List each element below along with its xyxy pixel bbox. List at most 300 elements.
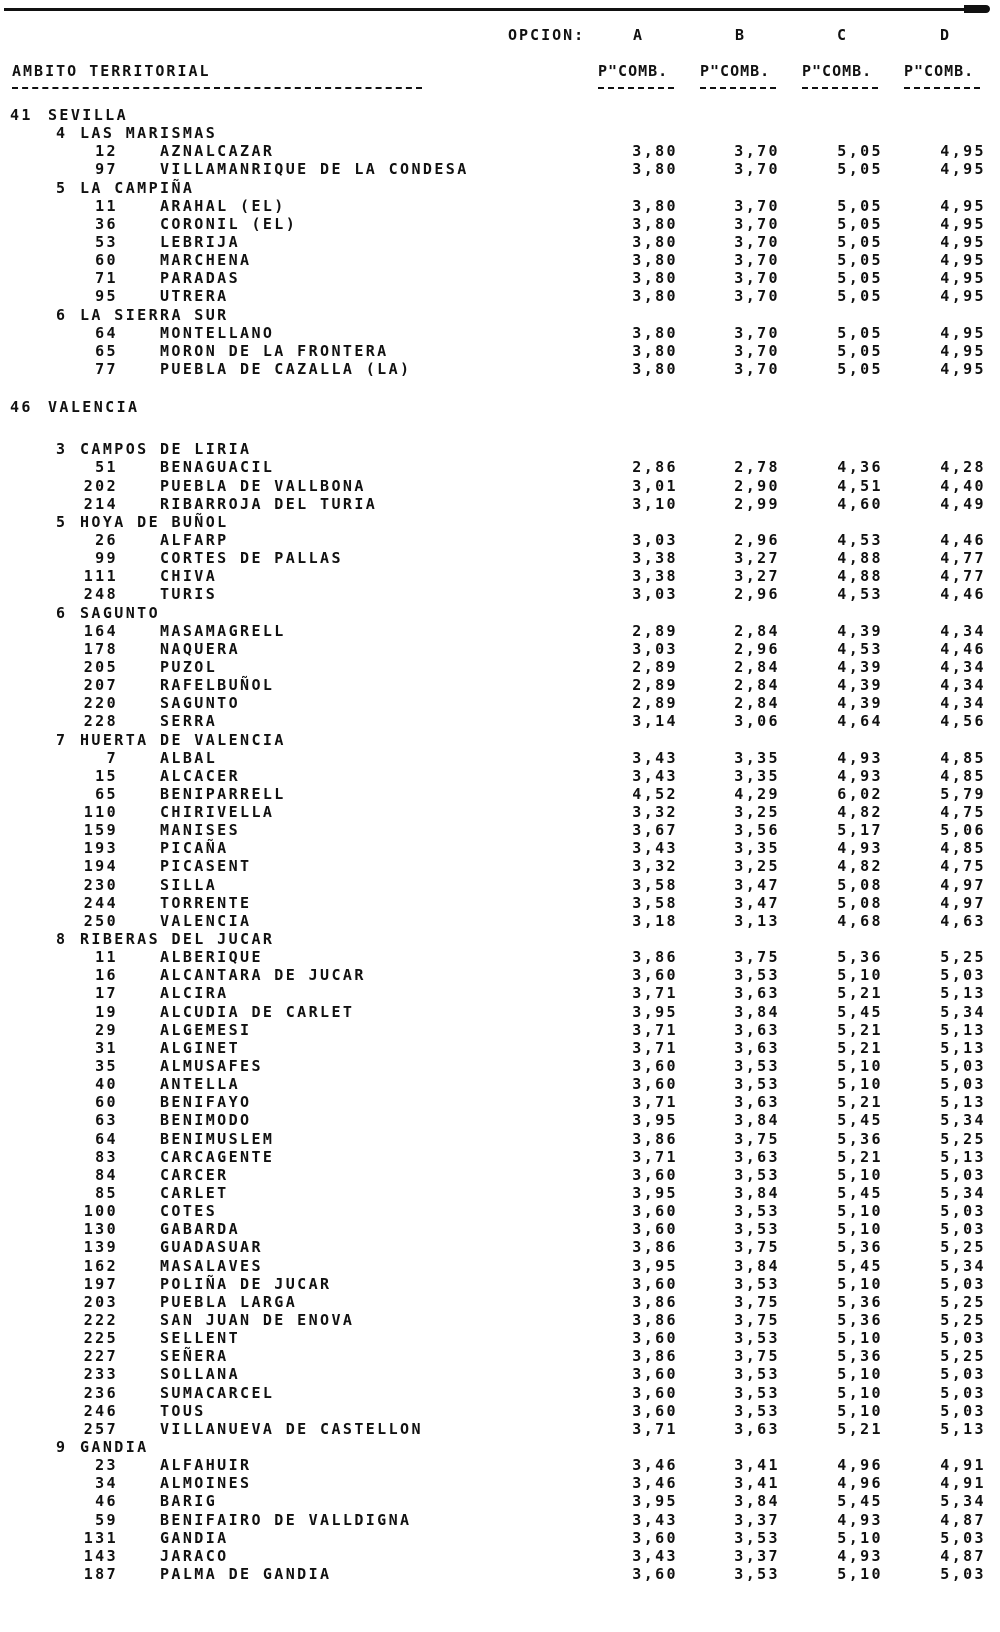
- value-c: 5,36: [837, 1311, 883, 1329]
- municipio-row: [0, 477, 1000, 495]
- value-c: 4,64: [837, 712, 883, 731]
- municipio-row: [0, 531, 1000, 549]
- municipio-code: 250: [83, 911, 118, 930]
- municipio-row: [0, 1456, 1000, 1474]
- value-b: 3,53: [734, 1401, 780, 1420]
- value-c: 5,10: [837, 1329, 883, 1348]
- municipio-row: [0, 712, 1000, 730]
- value-b: 3,70: [734, 341, 780, 360]
- value-d: 5,03: [940, 1057, 986, 1076]
- value-b: 3,75: [734, 1292, 780, 1311]
- value-d: 4,77: [940, 549, 986, 568]
- value-b: 3,70: [734, 160, 780, 179]
- value-d: 5,13: [940, 1419, 986, 1438]
- municipio-row: [0, 360, 1000, 378]
- value-a: 3,60: [632, 1220, 678, 1239]
- municipio-name: CARCAGENTE: [160, 1147, 275, 1166]
- municipio-code: 110: [83, 803, 118, 822]
- value-d: 5,25: [940, 948, 986, 967]
- value-a: 3,95: [632, 1256, 678, 1275]
- value-a: 3,60: [632, 1274, 678, 1293]
- value-b: 3,27: [734, 549, 780, 568]
- value-d: 4,34: [940, 657, 986, 676]
- value-b: 3,47: [734, 893, 780, 912]
- value-c: 5,05: [837, 232, 883, 251]
- value-a: 3,60: [632, 1075, 678, 1094]
- municipio-code: 29: [95, 1020, 118, 1039]
- municipio-code: 64: [95, 323, 118, 342]
- value-d: 4,97: [940, 893, 986, 912]
- municipio-row: [0, 251, 1000, 269]
- municipio-name: MONTELLANO: [160, 323, 275, 342]
- municipio-code: 84: [95, 1165, 118, 1184]
- value-d: 4,85: [940, 748, 986, 767]
- value-a: 3,32: [632, 803, 678, 822]
- municipio-code: 257: [83, 1419, 118, 1438]
- municipio-code: 23: [95, 1456, 118, 1475]
- municipio-code: 202: [83, 476, 118, 495]
- comarca-code: 7: [56, 730, 68, 749]
- value-b: 3,13: [734, 911, 780, 930]
- municipio-code: 46: [95, 1492, 118, 1511]
- value-c: 4,68: [837, 911, 883, 930]
- value-b: 3,70: [734, 269, 780, 288]
- municipio-code: 159: [83, 821, 118, 840]
- option-b-header: B: [735, 26, 747, 44]
- value-b: 3,25: [734, 857, 780, 876]
- municipio-name: NAQUERA: [160, 639, 241, 658]
- municipio-row: [0, 1148, 1000, 1166]
- value-b: 3,53: [734, 1274, 780, 1293]
- value-c: 4,36: [837, 458, 883, 477]
- value-b: 2,84: [734, 694, 780, 713]
- value-b: 4,29: [734, 784, 780, 803]
- value-c: 5,21: [837, 1419, 883, 1438]
- value-b: 3,56: [734, 821, 780, 840]
- value-b: 3,75: [734, 1347, 780, 1366]
- comarca-name: GANDIA: [80, 1437, 149, 1456]
- municipio-code: 131: [83, 1528, 118, 1547]
- col-b-underline: [700, 87, 776, 89]
- municipio-code: 19: [95, 1002, 118, 1021]
- municipio-name: LEBRIJA: [160, 232, 241, 251]
- value-c: 4,39: [837, 657, 883, 676]
- municipio-row: [0, 1220, 1000, 1238]
- province-code: 41: [10, 106, 33, 124]
- value-d: 5,03: [940, 1220, 986, 1239]
- municipio-name: COTES: [160, 1202, 218, 1221]
- value-a: 3,43: [632, 1510, 678, 1529]
- value-a: 3,86: [632, 948, 678, 967]
- value-d: 5,25: [940, 1311, 986, 1329]
- municipio-name: VILLAMANRIQUE DE LA CONDESA: [160, 160, 469, 179]
- municipio-code: 205: [83, 657, 118, 676]
- value-c: 5,10: [837, 1202, 883, 1221]
- value-b: 3,53: [734, 1329, 780, 1348]
- value-a: 3,71: [632, 1419, 678, 1438]
- municipio-name: BARIG: [160, 1492, 218, 1511]
- value-d: 5,03: [940, 966, 986, 985]
- province-name: SEVILLA: [48, 106, 129, 124]
- value-a: 3,80: [632, 251, 678, 270]
- municipio-name: ALBAL: [160, 748, 218, 767]
- municipio-row: [0, 1093, 1000, 1111]
- municipio-row: [0, 912, 1000, 930]
- municipio-name: PUEBLA DE CAZALLA (LA): [160, 359, 412, 378]
- value-c: 5,45: [837, 1492, 883, 1511]
- municipio-name: ALMUSAFES: [160, 1057, 263, 1076]
- municipio-name: PARADAS: [160, 269, 241, 288]
- comarca-row: [0, 306, 1000, 324]
- value-c: 5,21: [837, 1038, 883, 1057]
- municipio-code: 51: [95, 458, 118, 477]
- value-b: 3,53: [734, 1564, 780, 1583]
- comarca-name: HUERTA DE VALENCIA: [80, 730, 286, 749]
- municipio-code: 246: [83, 1401, 118, 1420]
- value-b: 2,96: [734, 585, 780, 604]
- municipio-name: MARCHENA: [160, 251, 252, 270]
- value-d: 5,13: [940, 1093, 986, 1112]
- value-c: 5,10: [837, 1165, 883, 1184]
- value-d: 5,25: [940, 1238, 986, 1257]
- value-d: 5,06: [940, 821, 986, 840]
- value-a: 3,80: [632, 214, 678, 233]
- value-d: 4,95: [940, 251, 986, 270]
- municipio-row: [0, 1111, 1000, 1129]
- value-a: 4,52: [632, 784, 678, 803]
- municipio-code: 100: [83, 1202, 118, 1221]
- municipio-code: 225: [83, 1329, 118, 1348]
- value-b: 3,63: [734, 984, 780, 1003]
- municipio-row: [0, 839, 1000, 857]
- municipio-name: SAN JUAN DE ENOVA: [160, 1311, 355, 1329]
- value-c: 5,21: [837, 1147, 883, 1166]
- municipio-row: [0, 1075, 1000, 1093]
- municipio-code: 236: [83, 1383, 118, 1402]
- option-d-header: D: [940, 26, 952, 44]
- value-a: 3,60: [632, 1564, 678, 1583]
- municipio-code: 85: [95, 1184, 118, 1203]
- value-b: 3,84: [734, 1002, 780, 1021]
- municipio-row: [0, 197, 1000, 215]
- value-d: 4,95: [940, 160, 986, 179]
- municipio-row: [0, 803, 1000, 821]
- municipio-row: [0, 269, 1000, 287]
- municipio-code: 164: [83, 621, 118, 640]
- municipio-code: 7: [106, 748, 118, 767]
- value-c: 5,36: [837, 1292, 883, 1311]
- value-d: 4,28: [940, 458, 986, 477]
- municipio-row: [0, 1474, 1000, 1492]
- municipio-name: CORONIL (EL): [160, 214, 298, 233]
- value-a: 2,89: [632, 657, 678, 676]
- municipio-name: AZNALCAZAR: [160, 142, 275, 161]
- municipio-name: CHIVA: [160, 567, 218, 586]
- value-c: 5,05: [837, 287, 883, 306]
- value-a: 3,60: [632, 1329, 678, 1348]
- municipio-code: 35: [95, 1057, 118, 1076]
- value-c: 4,93: [837, 839, 883, 858]
- opcion-label: OPCION:: [508, 26, 586, 44]
- value-d: 4,95: [940, 323, 986, 342]
- value-c: 5,21: [837, 984, 883, 1003]
- col-a-label: P"COMB.: [598, 62, 669, 80]
- value-c: 5,45: [837, 1002, 883, 1021]
- comarca-row: [0, 731, 1000, 749]
- municipio-code: 207: [83, 676, 118, 695]
- spacer: [0, 378, 1000, 398]
- value-c: 5,05: [837, 214, 883, 233]
- comarca-row: [0, 179, 1000, 197]
- value-c: 5,45: [837, 1111, 883, 1130]
- value-c: 4,39: [837, 621, 883, 640]
- value-a: 3,10: [632, 494, 678, 513]
- value-d: 4,95: [940, 287, 986, 306]
- municipio-code: 95: [95, 287, 118, 306]
- province-code: 46: [10, 398, 33, 417]
- value-c: 4,88: [837, 549, 883, 568]
- municipio-code: 12: [95, 142, 118, 161]
- value-c: 5,36: [837, 948, 883, 967]
- municipio-code: 60: [95, 1093, 118, 1112]
- value-d: 4,87: [940, 1546, 986, 1565]
- value-b: 3,70: [734, 196, 780, 215]
- value-b: 3,70: [734, 359, 780, 378]
- comarca-row: [0, 1438, 1000, 1456]
- municipio-name: MORON DE LA FRONTERA: [160, 341, 389, 360]
- value-b: 2,99: [734, 494, 780, 513]
- municipio-code: 26: [95, 530, 118, 549]
- value-d: 4,87: [940, 1510, 986, 1529]
- value-d: 5,13: [940, 1147, 986, 1166]
- comarca-name: LAS MARISMAS: [80, 124, 218, 143]
- value-b: 3,37: [734, 1546, 780, 1565]
- municipio-row: [0, 966, 1000, 984]
- value-c: 5,05: [837, 269, 883, 288]
- col-c-label: P"COMB.: [802, 62, 873, 80]
- municipio-code: 197: [83, 1274, 118, 1293]
- value-b: 3,63: [734, 1038, 780, 1057]
- municipio-name: ALFAHUIR: [160, 1456, 252, 1475]
- municipio-row: [0, 1402, 1000, 1420]
- province-row: [0, 398, 1000, 416]
- value-d: 4,95: [940, 341, 986, 360]
- value-b: 2,96: [734, 530, 780, 549]
- value-c: 5,05: [837, 323, 883, 342]
- municipio-row: [0, 767, 1000, 785]
- comarca-code: 5: [56, 512, 68, 531]
- value-b: 2,84: [734, 657, 780, 676]
- value-d: 4,95: [940, 196, 986, 215]
- municipio-name: ALMOINES: [160, 1474, 252, 1493]
- municipio-code: 64: [95, 1129, 118, 1148]
- value-a: 3,71: [632, 1038, 678, 1057]
- comarca-name: CAMPOS DE LIRIA: [80, 440, 252, 459]
- municipio-code: 162: [83, 1256, 118, 1275]
- municipio-name: ALCIRA: [160, 984, 229, 1003]
- municipio-name: SUMACARCEL: [160, 1383, 275, 1402]
- value-d: 4,63: [940, 911, 986, 930]
- municipio-name: BENAGUACIL: [160, 458, 275, 477]
- value-d: 5,34: [940, 1492, 986, 1511]
- value-c: 5,10: [837, 1564, 883, 1583]
- comarca-code: 6: [56, 305, 68, 324]
- municipio-code: 97: [95, 160, 118, 179]
- municipio-name: PUZOL: [160, 657, 218, 676]
- municipio-row: [0, 1547, 1000, 1565]
- municipio-name: PUEBLA DE VALLBONA: [160, 476, 366, 495]
- municipio-name: TOUS: [160, 1401, 206, 1420]
- value-d: 5,03: [940, 1165, 986, 1184]
- value-c: 5,10: [837, 1274, 883, 1293]
- value-c: 5,05: [837, 196, 883, 215]
- municipio-row: [0, 160, 1000, 178]
- value-c: 4,82: [837, 803, 883, 822]
- value-b: 3,84: [734, 1184, 780, 1203]
- municipio-row: [0, 1130, 1000, 1148]
- municipio-code: 203: [83, 1292, 118, 1311]
- value-a: 3,43: [632, 1546, 678, 1565]
- value-a: 3,86: [632, 1292, 678, 1311]
- municipio-name: VALENCIA: [160, 911, 252, 930]
- municipio-code: 194: [83, 857, 118, 876]
- value-d: 4,46: [940, 585, 986, 604]
- comarca-code: 3: [56, 440, 68, 459]
- value-a: 3,60: [632, 1165, 678, 1184]
- value-c: 4,93: [837, 748, 883, 767]
- value-c: 4,53: [837, 585, 883, 604]
- municipio-row: [0, 1057, 1000, 1075]
- value-b: 3,53: [734, 1220, 780, 1239]
- value-d: 5,03: [940, 1528, 986, 1547]
- value-d: 4,95: [940, 142, 986, 161]
- value-a: 3,32: [632, 857, 678, 876]
- comarca-name: RIBERAS DEL JUCAR: [80, 930, 275, 949]
- value-d: 5,34: [940, 1002, 986, 1021]
- municipio-row: [0, 694, 1000, 712]
- municipio-code: 60: [95, 251, 118, 270]
- municipio-name: ALGINET: [160, 1038, 241, 1057]
- value-c: 5,08: [837, 893, 883, 912]
- value-c: 5,10: [837, 1383, 883, 1402]
- municipio-row: [0, 1275, 1000, 1293]
- value-b: 2,84: [734, 621, 780, 640]
- municipio-code: 230: [83, 875, 118, 894]
- value-d: 4,40: [940, 476, 986, 495]
- value-c: 5,10: [837, 1075, 883, 1094]
- value-b: 3,53: [734, 1528, 780, 1547]
- value-a: 3,80: [632, 269, 678, 288]
- ambito-underline: [12, 87, 422, 89]
- municipio-row: [0, 1202, 1000, 1220]
- value-b: 3,75: [734, 1311, 780, 1329]
- municipio-code: 65: [95, 341, 118, 360]
- municipio-row: [0, 622, 1000, 640]
- municipio-name: MASAMAGRELL: [160, 621, 286, 640]
- municipio-code: 40: [95, 1075, 118, 1094]
- municipio-row: [0, 1384, 1000, 1402]
- comarca-code: 9: [56, 1437, 68, 1456]
- municipio-code: 139: [83, 1238, 118, 1257]
- municipio-row: [0, 785, 1000, 803]
- value-b: 3,27: [734, 567, 780, 586]
- value-b: 3,53: [734, 1057, 780, 1076]
- value-b: 3,70: [734, 287, 780, 306]
- municipio-row: [0, 1511, 1000, 1529]
- municipio-code: 36: [95, 214, 118, 233]
- value-d: 5,25: [940, 1292, 986, 1311]
- municipio-row: [0, 1365, 1000, 1383]
- municipio-name: VILLANUEVA DE CASTELLON: [160, 1419, 423, 1438]
- value-a: 3,71: [632, 1147, 678, 1166]
- municipio-name: GABARDA: [160, 1220, 241, 1239]
- value-d: 4,91: [940, 1456, 986, 1475]
- municipio-name: CORTES DE PALLAS: [160, 549, 343, 568]
- value-d: 5,34: [940, 1111, 986, 1130]
- col-d-label: P"COMB.: [904, 62, 975, 80]
- value-b: 3,70: [734, 214, 780, 233]
- municipio-code: 11: [95, 948, 118, 967]
- col-d-underline: [904, 87, 980, 89]
- value-a: 3,95: [632, 1184, 678, 1203]
- value-c: 5,17: [837, 821, 883, 840]
- municipio-row: [0, 821, 1000, 839]
- value-c: 5,36: [837, 1129, 883, 1148]
- value-a: 2,86: [632, 458, 678, 477]
- municipio-name: CARCER: [160, 1165, 229, 1184]
- value-b: 3,35: [734, 839, 780, 858]
- value-b: 2,90: [734, 476, 780, 495]
- value-d: 5,03: [940, 1202, 986, 1221]
- value-a: 2,89: [632, 694, 678, 713]
- value-d: 4,97: [940, 875, 986, 894]
- municipio-row: [0, 676, 1000, 694]
- municipio-name: ALGEMESI: [160, 1020, 252, 1039]
- municipio-row: [0, 142, 1000, 160]
- municipio-name: SEÑERA: [160, 1347, 229, 1366]
- municipio-row: [0, 1166, 1000, 1184]
- value-b: 3,63: [734, 1020, 780, 1039]
- municipio-code: 15: [95, 766, 118, 785]
- comarca-code: 6: [56, 603, 68, 622]
- municipio-code: 53: [95, 232, 118, 251]
- value-b: 2,84: [734, 676, 780, 695]
- value-b: 3,75: [734, 948, 780, 967]
- value-a: 3,80: [632, 341, 678, 360]
- municipio-row: [0, 215, 1000, 233]
- value-a: 3,71: [632, 1093, 678, 1112]
- comarca-row: [0, 604, 1000, 622]
- value-b: 3,25: [734, 803, 780, 822]
- municipio-code: 83: [95, 1147, 118, 1166]
- value-d: 4,85: [940, 839, 986, 858]
- value-b: 3,70: [734, 142, 780, 161]
- municipio-row: [0, 948, 1000, 966]
- value-a: 3,80: [632, 359, 678, 378]
- value-b: 3,70: [734, 251, 780, 270]
- value-c: 4,96: [837, 1474, 883, 1493]
- municipio-row: [0, 984, 1000, 1002]
- value-b: 3,84: [734, 1492, 780, 1511]
- value-a: 3,80: [632, 142, 678, 161]
- value-a: 3,03: [632, 639, 678, 658]
- value-a: 3,86: [632, 1347, 678, 1366]
- value-b: 3,75: [734, 1238, 780, 1257]
- value-c: 5,05: [837, 142, 883, 161]
- municipio-name: TURIS: [160, 585, 218, 604]
- municipio-code: 143: [83, 1546, 118, 1565]
- municipio-row: [0, 495, 1000, 513]
